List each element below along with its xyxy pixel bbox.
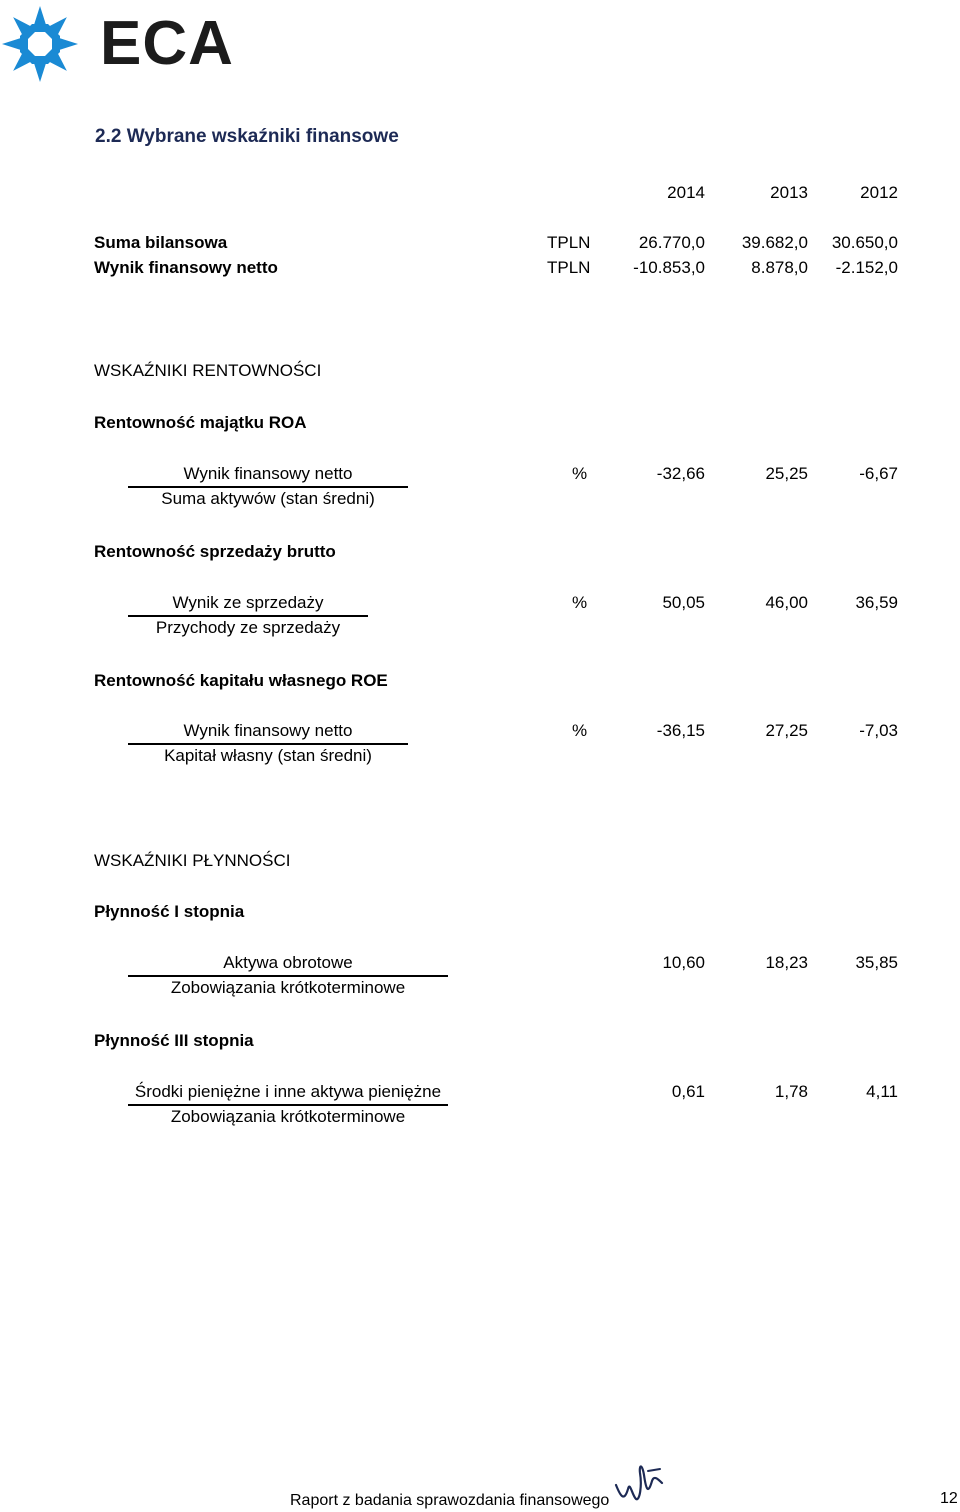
ratio-name: Rentowność kapitału własnego ROE xyxy=(94,671,388,690)
footer-report-title: Raport z badania sprawozdania finansowego xyxy=(290,1492,610,1509)
ratio-numerator: Środki pieniężne i inne aktywa pieniężne xyxy=(134,1082,442,1101)
ratio-value: 35,85 xyxy=(855,953,898,972)
summary-row-unit: TPLN xyxy=(547,258,591,277)
page-number: 12 xyxy=(940,1490,958,1507)
ratio-numerator: Wynik finansowy netto xyxy=(183,721,353,740)
ratio-name: Płynność III stopnia xyxy=(94,1031,254,1050)
year-header: 2012 xyxy=(860,183,898,202)
ratio-value: -7,03 xyxy=(859,721,898,740)
summary-row-label: Wynik finansowy netto xyxy=(94,258,278,277)
summary-row-value: -2.152,0 xyxy=(835,258,898,277)
year-header: 2014 xyxy=(667,183,705,202)
profitability-heading: WSKAŹNIKI RENTOWNOŚCI xyxy=(94,361,322,380)
logo-text: ECA xyxy=(100,9,234,78)
ratio-unit: % xyxy=(572,464,588,483)
summary-row-value: 8.878,0 xyxy=(751,258,808,277)
ratio-numerator: Wynik finansowy netto xyxy=(183,464,353,483)
fraction-line xyxy=(128,975,448,977)
summary-row-unit: TPLN xyxy=(547,233,591,252)
ratio-numerator: Aktywa obrotowe xyxy=(223,953,353,972)
ratio-denominator: Suma aktywów (stan średni) xyxy=(161,489,375,508)
section-title: 2.2 Wybrane wskaźniki finansowe xyxy=(95,126,399,147)
ratio-value: 4,11 xyxy=(866,1082,898,1101)
ratio-denominator: Kapitał własny (stan średni) xyxy=(164,746,372,765)
ratio-value: 0,61 xyxy=(671,1082,705,1101)
fraction-line xyxy=(128,1104,448,1106)
fraction-line xyxy=(128,743,408,745)
eca-logo-icon xyxy=(0,4,84,84)
ratio-denominator: Zobowiązania krótkoterminowe xyxy=(170,1107,406,1126)
summary-row-label: Suma bilansowa xyxy=(94,233,228,252)
ratio-numerator: Wynik ze sprzedaży xyxy=(172,593,324,612)
ratio-value: 50,05 xyxy=(662,593,705,612)
ratio-value: 46,00 xyxy=(765,593,808,612)
ratio-name: Płynność I stopnia xyxy=(94,902,245,921)
ratio-value: -6,67 xyxy=(859,464,898,483)
ratio-value: 25,25 xyxy=(765,464,808,483)
ratio-denominator: Przychody ze sprzedaży xyxy=(155,618,341,637)
ratio-value: 36,59 xyxy=(855,593,898,612)
ratio-denominator: Zobowiązania krótkoterminowe xyxy=(170,978,406,997)
summary-row-value: -10.853,0 xyxy=(633,258,705,277)
summary-row-value: 39.682,0 xyxy=(741,233,808,252)
ratio-name: Rentowność sprzedaży brutto xyxy=(94,542,336,561)
liquidity-heading: WSKAŹNIKI PŁYNNOŚCI xyxy=(94,851,291,870)
ratio-value: -32,66 xyxy=(656,464,705,483)
signature-icon xyxy=(612,1455,664,1505)
fraction-line xyxy=(128,486,408,488)
ratio-name: Rentowność majątku ROA xyxy=(94,413,307,432)
fraction-line xyxy=(128,615,368,617)
ratio-value: 1,78 xyxy=(774,1082,808,1101)
year-header: 2013 xyxy=(770,183,808,202)
ratio-value: 27,25 xyxy=(765,721,808,740)
ratio-value: 10,60 xyxy=(662,953,705,972)
summary-row-value: 26.770,0 xyxy=(638,233,705,252)
ratio-value: 18,23 xyxy=(765,953,808,972)
ratio-unit: % xyxy=(572,593,588,612)
summary-row-value: 30.650,0 xyxy=(831,233,898,252)
ratio-value: -36,15 xyxy=(656,721,705,740)
ratio-unit: % xyxy=(572,721,588,740)
